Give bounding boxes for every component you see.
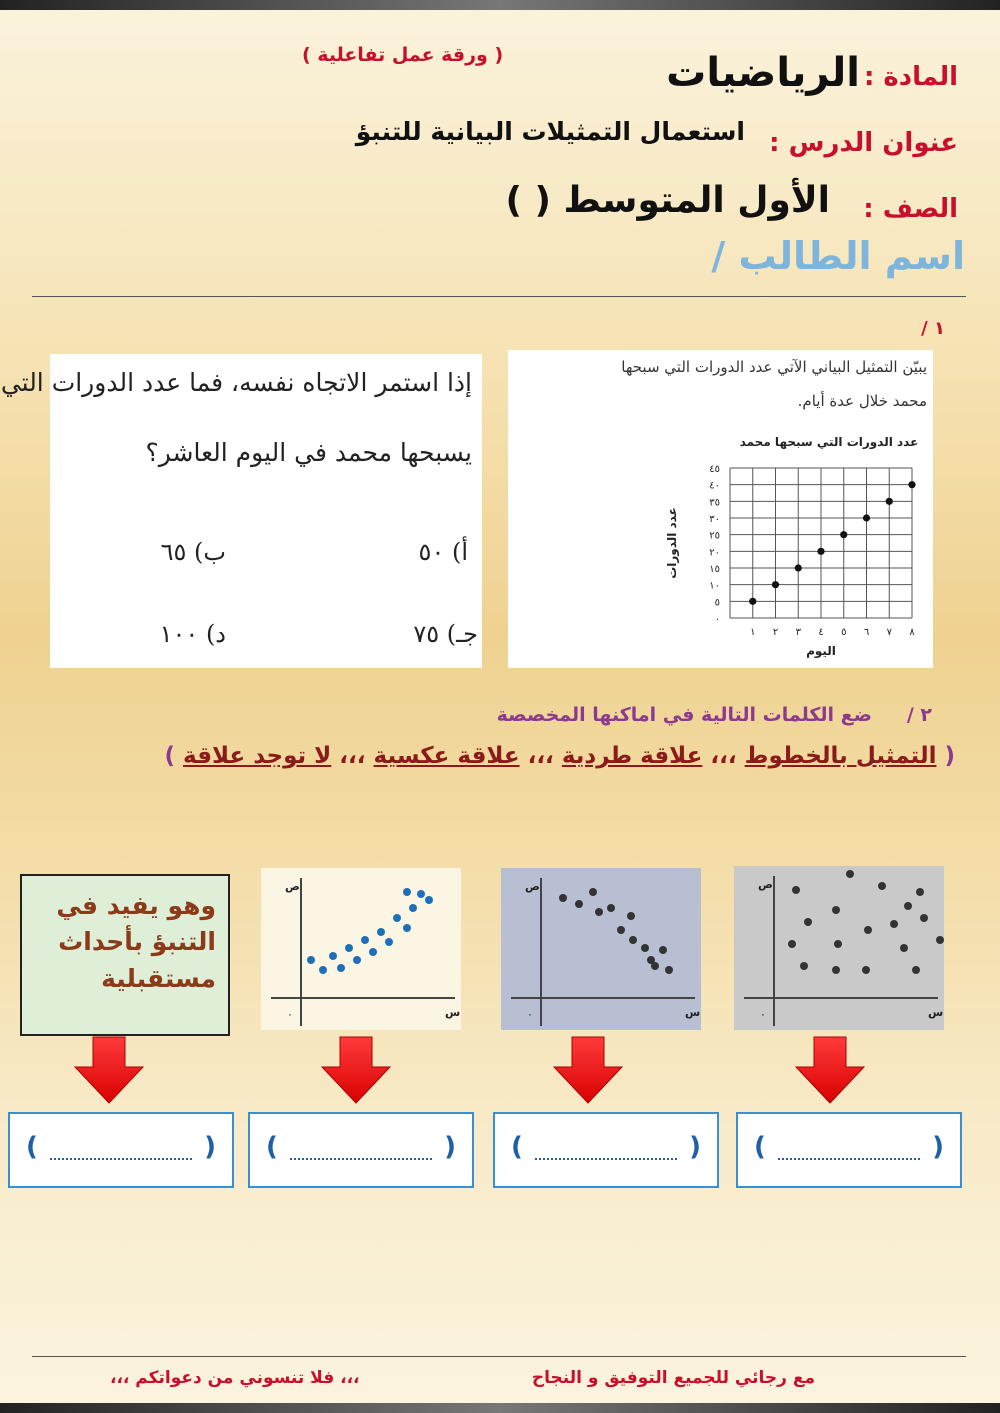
scatter-dot — [627, 912, 635, 920]
y-tick-label: ٤٠ — [709, 480, 720, 492]
data-point — [817, 548, 824, 555]
scatter-dot — [912, 966, 920, 974]
axis-y-label: ص — [525, 880, 540, 893]
scatter-dot — [409, 904, 417, 912]
scatter-dot — [377, 928, 385, 936]
scatter-dot — [788, 940, 796, 948]
question1-line2: يسبحها محمد في اليوم العاشر؟ — [145, 438, 472, 467]
scatter-dot — [307, 956, 315, 964]
word-bank: ( التمثيل بالخطوط ،،، علاقة طردية ،،، علاقة عكسية ،،، لا توجد علاقة ) — [164, 743, 955, 769]
x-tick-label: ٨ — [909, 627, 915, 638]
worksheet-label: ( ورقة عمل تفاعلية ) — [302, 44, 504, 66]
scatter-dot — [916, 888, 924, 896]
plot-none — [734, 866, 944, 1030]
data-point — [886, 498, 893, 505]
footer-right-text: مع رجائي للجميع التوفيق و النجاح — [531, 1368, 815, 1388]
subject-label: المادة : — [863, 62, 958, 92]
positive-scatter-plot — [261, 868, 461, 1030]
scatter-dot — [559, 894, 567, 902]
answer-box-3[interactable]: ( ) — [493, 1112, 719, 1188]
arrow-down-icon — [322, 1037, 390, 1103]
question1-intro-line2: محمد خلال عدة أيام. — [797, 392, 927, 410]
scatter-dot — [846, 870, 854, 878]
origin-label: ٠ — [527, 1008, 533, 1021]
scatter-dot — [878, 882, 886, 890]
origin-label: ٠ — [760, 1008, 766, 1021]
question2-number: ٢ / — [906, 704, 932, 726]
scatter-dot — [651, 962, 659, 970]
scatter-dot — [353, 956, 361, 964]
data-point — [772, 581, 779, 588]
grade-label: الصف : — [863, 194, 958, 224]
scatter-dot — [425, 896, 433, 904]
scatter-dot — [607, 904, 615, 912]
scatter-dot — [900, 944, 908, 952]
x-tick-label: ٦ — [863, 627, 870, 638]
word-positive[interactable]: علاقة طردية — [561, 743, 703, 769]
scatter-dot — [834, 940, 842, 948]
scatter-dot — [629, 936, 637, 944]
scatter-dot — [575, 900, 583, 908]
lesson-label: عنوان الدرس : — [769, 128, 958, 158]
option-c[interactable]: جـ) ٧٥ — [413, 620, 478, 648]
scatter-dot — [319, 966, 327, 974]
question2-instruction: ضع الكلمات التالية في اماكنها المخصصة — [496, 704, 872, 726]
answer-box-4[interactable]: ( ) — [736, 1112, 962, 1188]
arrows-row — [0, 1035, 1000, 1115]
chart-title: عدد الدورات التي سبحها محمد — [739, 435, 919, 449]
scatter-dot — [800, 962, 808, 970]
x-tick-label: ٥ — [841, 627, 847, 638]
plot-positive — [261, 868, 461, 1030]
scatter-dot — [890, 920, 898, 928]
plot-negative — [501, 868, 701, 1030]
data-point — [908, 481, 915, 488]
scatter-dot — [329, 952, 337, 960]
scatter-dot — [589, 888, 597, 896]
scatter-dot — [862, 966, 870, 974]
word-no-relation[interactable]: لا توجد علاقة — [183, 743, 332, 769]
x-tick-label: ٣ — [795, 627, 801, 638]
footer-left-text: ،،، فلا تنسوني من دعواتكم ،،، — [110, 1368, 360, 1388]
y-axis-label: عدد الدورات — [665, 507, 679, 579]
data-point — [795, 564, 802, 571]
scatter-dot — [659, 946, 667, 954]
hint-box — [20, 874, 230, 1036]
y-tick-label: ٣٥ — [709, 497, 720, 509]
option-d[interactable]: د) ١٠٠ — [159, 620, 226, 648]
x-axis-label: اليوم — [806, 644, 836, 658]
question1-line1: إذا استمر الاتجاه نفسه، فما عدد الدورات التي — [0, 368, 472, 397]
scatter-dot — [595, 908, 603, 916]
scatter-dot — [792, 886, 800, 894]
data-point — [840, 531, 847, 538]
option-b[interactable]: ب) ٦٥ — [160, 538, 226, 566]
x-tick-label: ٢ — [772, 627, 779, 638]
axis-x-label: س — [928, 1006, 944, 1019]
question1-number: ١ / — [921, 318, 945, 339]
scatter-dot — [920, 914, 928, 922]
negative-scatter-plot — [501, 868, 701, 1030]
y-tick-label: ١٠ — [709, 580, 720, 592]
x-tick-label: ٧ — [886, 627, 892, 638]
origin-label: ٠ — [287, 1008, 293, 1021]
bottom-border — [0, 1403, 1000, 1413]
y-tick-label: ٥ — [714, 597, 720, 609]
scatter-dot — [936, 936, 944, 944]
y-tick-label: ٢٠ — [709, 547, 720, 559]
y-tick-label: ٢٥ — [709, 530, 720, 542]
x-tick-label: ٤ — [818, 627, 824, 638]
arrow-down-icon — [554, 1037, 622, 1103]
option-a[interactable]: أ) ٥٠ — [418, 538, 468, 566]
y-tick-label: ٣٠ — [709, 514, 720, 525]
scatter-dot — [393, 914, 401, 922]
y-tick-label: ٤٥ — [709, 464, 720, 475]
subject-value: الرياضيات — [666, 50, 860, 96]
axis-y-label: ص — [285, 880, 300, 893]
answer-box-1[interactable]: ( ) — [8, 1112, 234, 1188]
x-tick-label: ١ — [750, 627, 756, 638]
y-tick-label: ٠ — [714, 614, 720, 625]
answer-box-2[interactable]: ( ) — [248, 1112, 474, 1188]
scatter-dot — [864, 926, 872, 934]
data-point — [749, 598, 756, 605]
scatter-dot — [665, 966, 673, 974]
scatter-dot — [904, 902, 912, 910]
axis-x-label: س — [685, 1006, 701, 1019]
word-negative[interactable]: علاقة عكسية — [373, 743, 520, 769]
arrow-down-icon — [75, 1037, 143, 1103]
arrow-down-icon — [796, 1037, 864, 1103]
header-divider — [32, 296, 966, 297]
hint-text: وهو يفيد في التنبؤ بأحداث مستقبلية — [56, 891, 216, 993]
scatter-dot — [641, 944, 649, 952]
scatter-dot — [417, 890, 425, 898]
question1-text-panel — [0, 354, 482, 668]
footer-divider — [32, 1356, 966, 1357]
y-tick-label: ١٥ — [709, 564, 720, 575]
scatter-dot — [804, 918, 812, 926]
scatter-dot — [337, 964, 345, 972]
data-point — [863, 514, 870, 521]
grade-value: الأول المتوسط ( ) — [505, 180, 830, 221]
word-line-plot[interactable]: التمثيل بالخطوط — [744, 743, 937, 769]
student-name-label[interactable]: اسم الطالب / — [711, 234, 965, 278]
no-relation-scatter-plot — [734, 866, 944, 1030]
axis-x-label: س — [445, 1006, 461, 1019]
lesson-value: استعمال التمثيلات البيانية للتنبؤ — [355, 117, 745, 146]
scatter-dot — [369, 948, 377, 956]
scatter-dot — [345, 944, 353, 952]
scatter-dot — [385, 938, 393, 946]
swimming-scatter-chart — [508, 350, 933, 668]
question1-intro-line1: يبيّن التمثيل البياني الآتي عدد الدورات التي سبحها — [621, 358, 927, 376]
scatter-dot — [361, 936, 369, 944]
scatter-dot — [832, 966, 840, 974]
scatter-dot — [403, 888, 411, 896]
scatter-dot — [617, 926, 625, 934]
axis-y-label: ص — [758, 878, 773, 891]
scatter-dot — [403, 924, 411, 932]
top-border — [0, 0, 1000, 10]
scatter-dot — [832, 906, 840, 914]
question1-chart-panel — [508, 350, 933, 668]
